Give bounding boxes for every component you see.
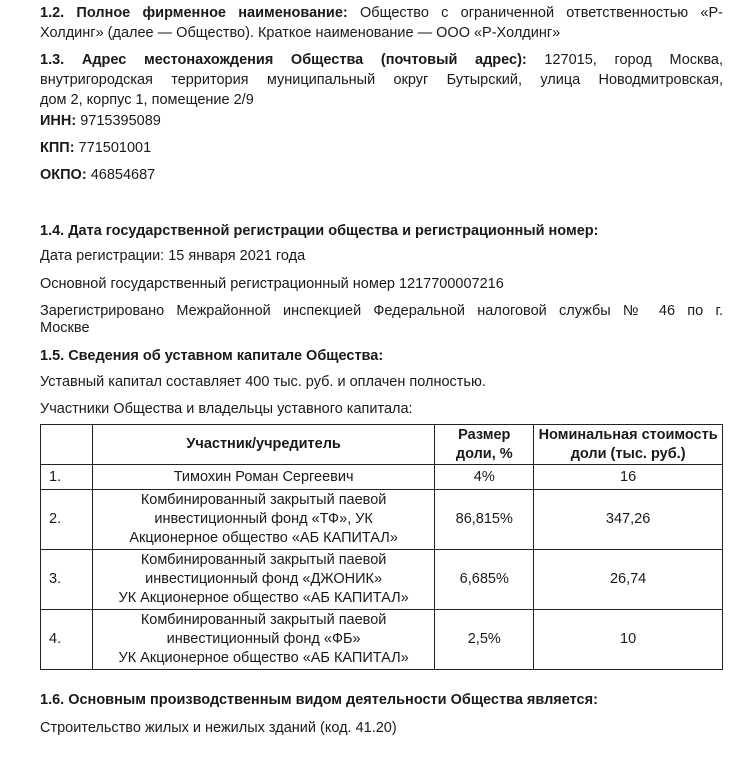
registered-by-line-1: Зарегистрировано Межрайонной инспекцией Федеральной налоговой службы № 46 по г. [40, 303, 723, 319]
nominal-value: 16 [534, 465, 723, 490]
table-row [41, 490, 723, 550]
section-1-3-text-a: 127015, город Москва, [526, 52, 723, 68]
section-1-3-text-c: дом 2, корпус 1, помещение 2/9 [40, 92, 254, 108]
inn-line [40, 111, 161, 131]
share-percent: 6,685% [435, 550, 534, 610]
participant-name [92, 610, 434, 670]
participant-name-line-2: инвестиционный фонд «ТФ», УК [154, 511, 373, 527]
header-value [534, 425, 723, 465]
participant-name-line-3: Акционерное общество «АБ КАПИТАЛ» [129, 530, 398, 546]
okpo-label: ОКПО: [40, 167, 87, 183]
table-header-row [41, 425, 723, 465]
participant-name-line-3: УК Акционерное общество «АБ КАПИТАЛ» [118, 590, 409, 606]
section-1-6-heading-text: 1.6. Основным производственным видом деятельности Общества является: [40, 692, 598, 708]
table-row [41, 610, 723, 670]
section-1-4-heading [40, 221, 598, 241]
participant-name-line-1: Комбинированный закрытый паевой [140, 552, 387, 568]
kpp-label: КПП: [40, 140, 75, 156]
header-num-cell [41, 425, 93, 465]
capital-line: Уставный капитал составляет 400 тыс. руб. и оплачен полностью. [40, 374, 486, 390]
okpo-line [40, 165, 155, 185]
kpp-line [40, 138, 151, 158]
section-1-4-heading-text: 1.4. Дата государственной регистрации общества и регистрационный номер: [40, 223, 599, 239]
participants-intro: Участники Общества и владельцы уставного капитала: [40, 401, 413, 417]
header-share-line-1: Размер [458, 426, 511, 443]
participants-table [40, 424, 723, 670]
share-percent: 2,5% [435, 610, 534, 670]
table-row [41, 550, 723, 610]
header-value-line-2: доли (тыс. руб.) [570, 445, 686, 462]
ogrn-line: Основной государственный регистрационный номер 1217700007216 [40, 276, 504, 292]
section-1-6-heading [40, 690, 598, 710]
nominal-value: 26,74 [534, 550, 723, 610]
inn-label: ИНН: [40, 113, 77, 129]
header-value-line-1: Номинальная стоимость [538, 426, 718, 443]
participant-name-line-1: Комбинированный закрытый паевой [140, 612, 387, 628]
registered-by-line-2: Москве [40, 320, 90, 336]
inn-value: 9715395089 [76, 113, 161, 129]
participant-name: Тимохин Роман Сергеевич [92, 465, 434, 490]
section-1-2-text-a: Общество с ограниченной ответственностью «Р- [347, 5, 724, 21]
participant-name-line-2: инвестиционный фонд «ФБ» [166, 631, 361, 647]
registration-date: Дата регистрации: 15 января 2021 года [40, 248, 306, 264]
nominal-value: 347,26 [534, 490, 723, 550]
header-share [435, 425, 534, 465]
row-number: 4. [41, 610, 93, 670]
section-1-2-text-b: Холдинг» (далее — Общество). Краткое наименование — ООО «Р-Холдинг» [40, 25, 561, 41]
section-1-5-heading [40, 346, 383, 366]
row-number: 3. [41, 550, 93, 610]
kpp-value: 771501001 [74, 140, 152, 156]
section-1-3-line-1 [40, 50, 723, 70]
table-row [41, 465, 723, 490]
okpo-value: 46854687 [86, 167, 156, 183]
section-1-3-text-b: внутригородская территория муниципальный округ Бутырский, улица Новодмитровская, [40, 72, 723, 88]
participant-name [92, 490, 434, 550]
section-1-3-heading: 1.3. Адрес местонахождения Общества (почтовый адрес): [40, 52, 527, 68]
header-share-line-2: доли, % [455, 445, 513, 462]
section-1-2-line-1 [40, 3, 723, 23]
header-participant: Участник/учредитель [92, 425, 434, 465]
participant-name [92, 550, 434, 610]
section-1-5-heading-text: 1.5. Сведения об уставном капитале Общества: [40, 348, 384, 364]
participant-name-line-2: инвестиционный фонд «ДЖОНИК» [145, 571, 383, 587]
participant-name-line-1: Комбинированный закрытый паевой [140, 492, 387, 508]
row-number: 1. [41, 465, 93, 490]
section-1-2-heading: 1.2. Полное фирменное наименование: [40, 5, 348, 21]
share-percent: 86,815% [435, 490, 534, 550]
activity-line: Строительство жилых и нежилых зданий (код. 41.20) [40, 720, 397, 736]
share-percent: 4% [435, 465, 534, 490]
nominal-value: 10 [534, 610, 723, 670]
row-number: 2. [41, 490, 93, 550]
participant-name-line-3: УК Акционерное общество «АБ КАПИТАЛ» [118, 650, 409, 666]
